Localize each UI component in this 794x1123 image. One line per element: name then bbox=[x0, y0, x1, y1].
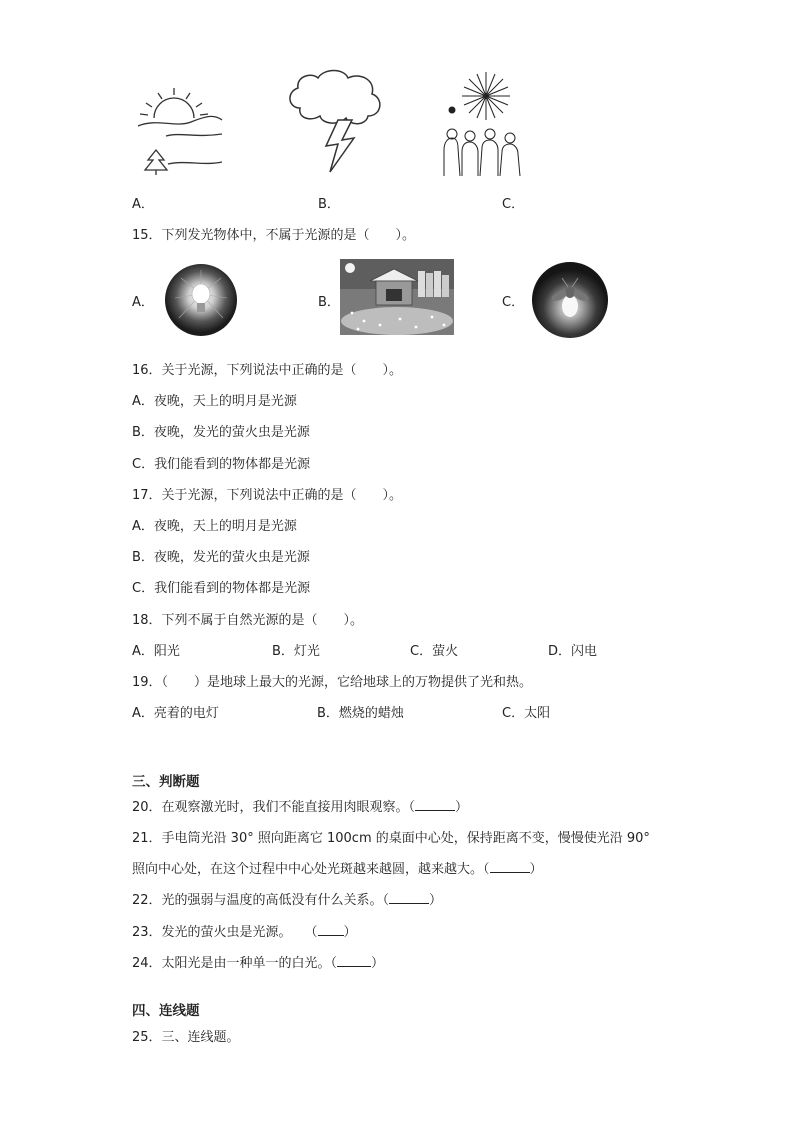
q20-answer-blank[interactable] bbox=[415, 799, 455, 811]
q23-answer-blank[interactable] bbox=[318, 924, 344, 936]
q14-option-b[interactable]: B． bbox=[318, 197, 340, 212]
q18-stem: 18．下列不属于自然光源的是（ ）。 bbox=[132, 613, 364, 628]
q22-answer-blank[interactable] bbox=[389, 892, 429, 904]
fireworks-crowd-image bbox=[440, 68, 522, 176]
q17-stem: 17．关于光源，下列说法中正确的是（ ）。 bbox=[132, 488, 403, 503]
q14-option-c[interactable]: C． bbox=[502, 197, 525, 212]
q19-option-c[interactable]: C．太阳 bbox=[502, 706, 551, 721]
q15-option-c[interactable]: C． bbox=[502, 295, 525, 310]
section-3-title: 三、判断题 bbox=[132, 774, 200, 790]
q19-stem: 19．（ ）是地球上最大的光源，它给地球上的万物提供了光和热。 bbox=[132, 675, 533, 690]
q17-option-a[interactable]: A．夜晚，天上的明月是光源 bbox=[132, 519, 297, 534]
q18-option-b[interactable]: B．灯光 bbox=[272, 644, 320, 659]
q24 bbox=[132, 952, 384, 971]
q23-text: 23．发光的萤火虫是光源。 （ bbox=[132, 925, 318, 940]
q21-line-1: 21．手电筒光沿 30° 照向距离它 100cm 的桌面中心处，保持距离不变，慢慢使光沿 90° bbox=[132, 831, 650, 846]
thundercloud-lightning-image bbox=[286, 68, 386, 176]
q18-option-a[interactable]: A．阳光 bbox=[132, 644, 180, 659]
firefly-image bbox=[532, 262, 608, 338]
q20-text: 20．在观察激光时，我们不能直接用肉眼观察。（ bbox=[132, 800, 416, 815]
sunrise-landscape-image bbox=[136, 84, 226, 176]
q21-close-paren: ） bbox=[529, 862, 543, 877]
q18-option-d[interactable]: D．闪电 bbox=[548, 644, 598, 659]
q25: 25．三、连线题。 bbox=[132, 1030, 240, 1045]
q21-text: 照向中心处，在这个过程中中心处光斑越来越圆，越来越大。（ bbox=[132, 862, 490, 877]
q17-option-b[interactable]: B．夜晚，发光的萤火虫是光源 bbox=[132, 550, 310, 565]
q18-option-c[interactable]: C．萤火 bbox=[410, 644, 459, 659]
q20 bbox=[132, 796, 468, 815]
q21-answer-blank[interactable] bbox=[490, 861, 530, 873]
q22-close-paren: ） bbox=[429, 893, 443, 908]
q22-text: 22．光的强弱与温度的高低没有什么关系。（ bbox=[132, 893, 390, 908]
q16-option-b[interactable]: B．夜晚，发光的萤火虫是光源 bbox=[132, 425, 310, 440]
q24-close-paren: ） bbox=[371, 956, 385, 971]
q16-stem: 16．关于光源，下列说法中正确的是（ ）。 bbox=[132, 363, 403, 378]
q19-option-a[interactable]: A．亮着的电灯 bbox=[132, 706, 219, 721]
q17-option-c[interactable]: C．我们能看到的物体都是光源 bbox=[132, 581, 311, 596]
q14-option-a[interactable]: A． bbox=[132, 197, 154, 212]
night-pavilion-image bbox=[340, 259, 454, 335]
q19-option-b[interactable]: B．燃烧的蜡烛 bbox=[317, 706, 404, 721]
q22 bbox=[132, 889, 442, 908]
q21-line-2 bbox=[132, 858, 543, 877]
q23-close-paren: ） bbox=[343, 925, 357, 940]
q15-option-a[interactable]: A． bbox=[132, 295, 154, 310]
q24-answer-blank[interactable] bbox=[337, 955, 371, 967]
q24-text: 24．太阳光是由一种单一的白光。（ bbox=[132, 956, 338, 971]
q16-option-a[interactable]: A．夜晚，天上的明月是光源 bbox=[132, 394, 297, 409]
q20-close-paren: ） bbox=[455, 800, 469, 815]
q23 bbox=[132, 921, 357, 940]
q15-option-b[interactable]: B． bbox=[318, 295, 340, 310]
section-4-title: 四、连线题 bbox=[132, 1003, 200, 1019]
q15-stem: 15．下列发光物体中，不属于光源的是（ ）。 bbox=[132, 228, 416, 243]
light-bulb-image bbox=[165, 264, 237, 336]
q16-option-c[interactable]: C．我们能看到的物体都是光源 bbox=[132, 457, 311, 472]
